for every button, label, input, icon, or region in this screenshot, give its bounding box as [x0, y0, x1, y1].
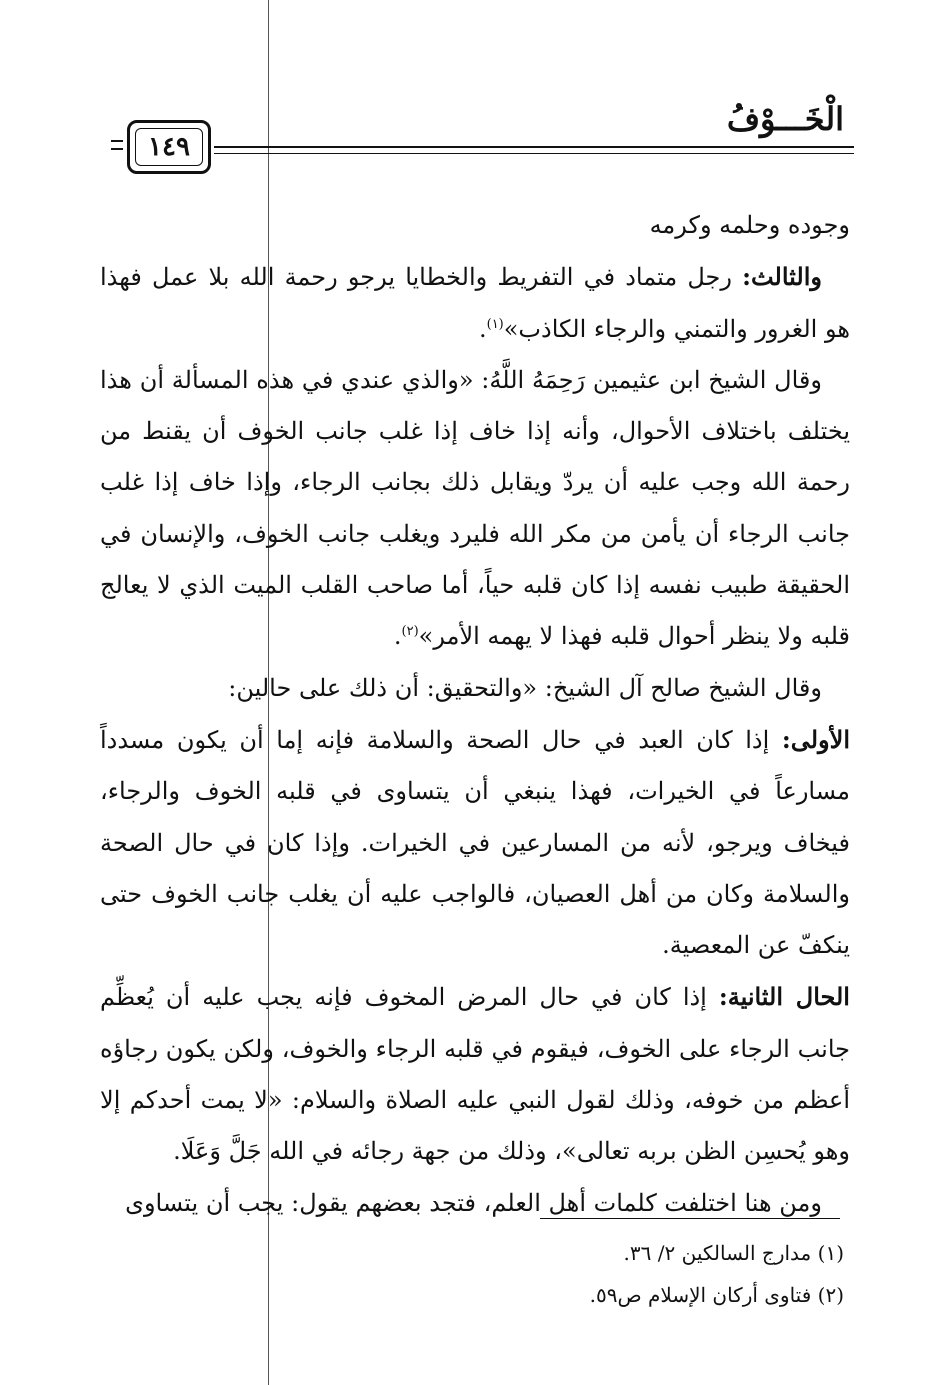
paragraph-2-end: . — [478, 314, 487, 343]
paragraph-3-end: . — [393, 622, 402, 651]
running-header-title: الْخَـــوْفُ — [726, 100, 844, 138]
footnote-separator — [540, 1218, 840, 1219]
paragraph-6 — [100, 971, 850, 1177]
page-number-box — [127, 120, 211, 174]
paragraph-1: وجوده وحلمه وكرمه — [649, 211, 850, 239]
header-ornament — [111, 140, 123, 156]
footnote-ref-2: (٢) — [401, 624, 419, 640]
paragraph-3-text: وقال الشيخ ابن عثيمين رَحِمَهُ اللَّهُ: «والذي عندي في هذه المسألة أن هذا يختلف باختلاف الأحوال، وأنه إذا خاف إذا غلب جانب الخوف أن يقنط من رحمة الله وجب عليه أن يردّ ويقابل ذلك بجانب الرجاء، وإذا خاف إذا غلب جانب الرجاء أن يأمن من مكر الله فليرد ويغلب جانب الخوف، والإنسان في الحقيقة طبيب نفسه إذا كان قلبه حياً، أما صاحب القلب الميت الذي لا يعالج قلبه ولا ينظر أحوال قلبه فهذا لا يهمه الأمر» — [100, 365, 850, 651]
header-rule-top — [214, 146, 854, 148]
paragraph-3 — [100, 355, 850, 663]
footnote-1: (١) مدارج السالكين ٢/ ٣٦. — [623, 1241, 844, 1265]
paragraph-5-text: إذا كان العبد في حال الصحة والسلامة فإنه إما أن يكون مسدداً مسارعاً في الخيرات، فهذا ينبغي أن يتساوى في قلبه الخوف والرجاء، فيخاف ويرجو، لأنه من المسارعين في الخيرات. وإذا كان في حال الصحة والسلامة وكان من أهل العصيان، فالواجب عليه أن يغلب جانب الخوف حتى ينكفّ عن المعصية. — [100, 725, 850, 960]
paragraph-2-lead: والثالث: — [742, 262, 822, 292]
paragraph-2 — [100, 251, 850, 355]
paragraph-2-text: رجل متماد في التفريط والخطايا يرجو رحمة الله بلا عمل فهذا هو الغرور والتمني والرجاء الكاذب» — [100, 263, 850, 343]
footnote-2: (٢) فتاوى أركان الإسلام ص٥٩. — [589, 1283, 844, 1307]
header-rule-bottom — [214, 153, 854, 154]
paragraph-6-lead: الحال الثانية: — [718, 982, 850, 1012]
main-text — [100, 200, 850, 1229]
paragraph-4: وقال الشيخ صالح آل الشيخ: «والتحقيق: أن ذلك على حالين: — [228, 673, 822, 702]
footnote-ref-1: (١) — [486, 316, 504, 332]
paragraph-6-text: إذا كان في حال المرض المخوف فإنه يجب عليه أن يُعظِّم جانب الرجاء على الخوف، فيقوم في قلبه الرجاء والخوف، ولكن يكون رجاؤه أعظم من خوفه، وذلك لقول النبي عليه الصلاة والسلام: «لا يمت أحدكم إلا وهو يُحسِن الظن بربه تعالى»، وذلك من جهة رجائه في الله جَلَّ وَعَلَا. — [100, 983, 850, 1166]
paragraph-5-lead: الأولى: — [781, 724, 850, 754]
footnotes — [400, 1232, 844, 1316]
page-number: ١٤٩ — [135, 128, 203, 166]
paragraph-5 — [100, 714, 850, 971]
paragraph-7: ومن هنا اختلفت كلمات أهل العلم، فتجد بعضهم يقول: يجب أن يتساوى — [125, 1188, 822, 1217]
